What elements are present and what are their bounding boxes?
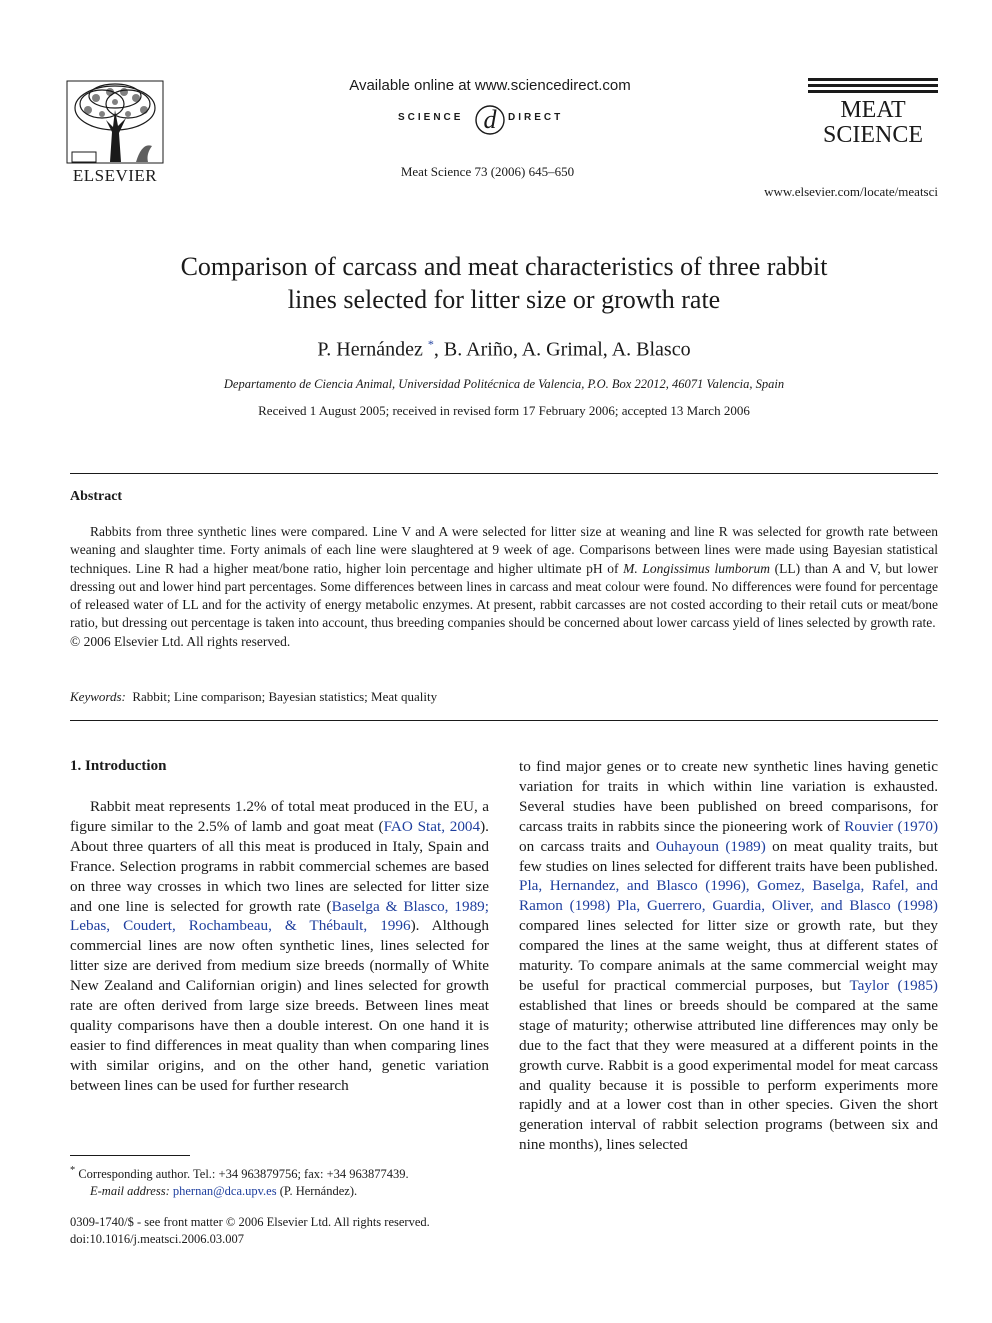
article-dates: Received 1 August 2005; received in revised form 17 February 2006; accepted 13 March 2006: [258, 403, 750, 418]
keywords-list: Rabbit; Line comparison; Bayesian statistics; Meat quality: [132, 689, 438, 704]
abstract-body: [70, 523, 938, 651]
abstract-text-part1: Rabbits from three synthetic lines were compared. Line V and A were selected for litter size at weaning and line R was selected for growth rate between weaning and slaughter time. Forty animals of each line were slaughtered at 9 week of age. Comparisons between lines were made using Bayesian statistical techniques. Line R had a higher meat/bone ratio, higher loin percentage and higher ultimate pH of: [70, 524, 938, 576]
intro-right-text1: to find major genes or to create new synthetic lines having genetic variation for traits in which within line variation is exhausted. Several studies have been published on breed comparisons, for carcass traits in rabbits since the pioneering work of: [519, 758, 938, 835]
citation-link[interactable]: Pla, Hernandez, and Blasco (1996), Gomez, Baselga, Rafel, and Ramon (1998) Pla, Guerrero, Guardia, Oliver, and Blasco (1998): [519, 877, 938, 915]
keywords: [70, 689, 938, 705]
elsevier-logo: [66, 80, 164, 184]
sciencedirect-logo: [390, 100, 590, 136]
intro-right-text5: established that lines or breeds should be compared at the same stage of maturity; otherwise attributed line differences may only be due to the fact that they were measured at a different points in the growth curve. Rabbit is a good experimental model for meat carcass and quality because it is possible to perform experiments more rapidly and at a lower cost than in other species. Given the short generation interval of rabbit selection programs (between six and nine months), lines selected: [519, 996, 938, 1154]
masthead-rule: [808, 78, 938, 81]
journal-name-line1: MEAT: [840, 97, 906, 123]
citation-link[interactable]: Rouvier (1970): [844, 817, 939, 835]
email-link[interactable]: phernan@dca.upv.es: [172, 1184, 277, 1199]
sd-logo-direct: DIRECT: [508, 112, 564, 123]
elsevier-tree-icon: [66, 80, 164, 164]
citation-link[interactable]: FAO Stat, 2004: [383, 817, 481, 835]
intro-left-text3: ). Although commercial lines are now often synthetic lines, lines selected for litter size are derived from medium size breeds (normally of White New Zealand and Californian origin) and lines selected for growth rate are often derived from large size breeds. Between lines meat quality comparisons have then a double interest. On one hand it is easier to find differences in meat quality than when comparing lines with similar origins, and on the other hand, genetic variation between lines can be used for further research: [70, 917, 489, 1094]
sd-emblem-letter: d: [483, 105, 497, 134]
footer-doi[interactable]: doi:10.1016/j.meatsci.2006.03.007: [70, 1232, 244, 1246]
journal-url[interactable]: www.elsevier.com/locate/meatsci: [764, 184, 938, 199]
intro-left-text1: Rabbit meat represents 1.2% of total meat produced in the EU, a figure similar to the 2.5% of lamb and goat meat (: [70, 798, 489, 835]
citation-link[interactable]: Baselga & Blasco, 1989; Lebas, Coudert, Rochambeau, & Thébault, 1996: [70, 897, 489, 935]
citation-link[interactable]: Ouhayoun (1989): [655, 837, 766, 855]
journal-masthead: [808, 78, 938, 148]
footnote-line1: [70, 1162, 489, 1183]
title-line1: Comparison of carcass and meat characteristics of three rabbit: [180, 252, 828, 281]
author-corresponding[interactable]: P. Hernández: [317, 338, 423, 361]
sciencedirect-emblem-icon: [473, 100, 507, 136]
available-online-text: Available online at www.sciencedirect.com: [349, 77, 631, 94]
corresponding-author-mark[interactable]: *: [427, 337, 434, 351]
footnote-mark: *: [70, 1165, 76, 1176]
section-heading-introduction: 1. Introduction: [70, 758, 167, 774]
abstract-species-name: M. Longissimus lumborum: [623, 560, 770, 576]
email-owner: (P. Hernández).: [279, 1184, 358, 1199]
footnote-rule: [70, 1155, 190, 1156]
divider-bottom: [70, 720, 938, 721]
masthead-rule: [808, 84, 938, 87]
intro-right-text2: on carcass traits and: [519, 837, 656, 855]
footer-issn: 0309-1740/$ - see front matter © 2006 Elsevier Ltd. All rights reserved.: [70, 1215, 430, 1229]
abstract-text-part2: (LL) than A and V, but lower dressing out and lower hind part percentages. Some differences between lines in carcass and meat colour were found. No differences were found for percentage of released water of LL and for the activity of energy metabolic enzymes. At present, rabbit carcasses are not costed according to their retail cuts or meat/bone ratio, but dressing out percentage is taken into account, thus breeding companies should be concerned about lower carcass yield of lines selected by growth rate.: [70, 560, 938, 631]
affiliation: Departamento de Ciencia Animal, Universidad Politécnica de Valencia, P.O. Box 22012, 46071 Valencia, Spain: [223, 377, 785, 391]
intro-left-text2: ). About three quarters of all this meat is produced in Italy, Spain and France. Selection programs in rabbit commercial schemes are based on three way crosses in which two lines are selected for litter size and one line is selected for growth rate (: [70, 817, 489, 915]
divider-top: [70, 473, 938, 474]
article-title: [70, 250, 938, 316]
email-label: E-mail address:: [90, 1184, 170, 1199]
intro-column-left: [70, 797, 489, 1096]
journal-citation: Meat Science 73 (2006) 645–650: [400, 164, 575, 179]
footnote-line2: [70, 1183, 489, 1200]
publisher-name: ELSEVIER: [72, 166, 158, 185]
intro-column-right: [519, 757, 938, 1155]
journal-name-line2: SCIENCE: [822, 122, 923, 148]
author-list: [70, 337, 938, 362]
masthead-rule: [808, 90, 938, 93]
intro-right-text4: compared lines selected for litter size or growth rate, but they compared the lines at the same weight, thus at different states of maturity. To compare animals at the same commercial weight may be useful for practical commercial purposes, but: [519, 917, 938, 994]
journal-name: [808, 98, 938, 148]
title-line2: lines selected for litter size or growth rate: [287, 285, 721, 314]
intro-right-text3: on meat quality traits, but few studies on lines selected for different traits have been published.: [519, 837, 938, 875]
citation-link[interactable]: Taylor (1985): [849, 976, 938, 994]
page-footer: [70, 1214, 500, 1248]
abstract-copyright: © 2006 Elsevier Ltd. All rights reserved.: [70, 633, 291, 649]
abstract-heading: Abstract: [70, 489, 123, 504]
keywords-label: Keywords:: [70, 689, 126, 704]
authors-rest: , B. Ariño, A. Grimal, A. Blasco: [433, 338, 691, 361]
sd-logo-science: SCIENCE: [398, 112, 464, 123]
footnote: [70, 1162, 489, 1200]
footnote-contact: Corresponding author. Tel.: +34 963879756; fax: +34 963877439.: [78, 1167, 409, 1182]
